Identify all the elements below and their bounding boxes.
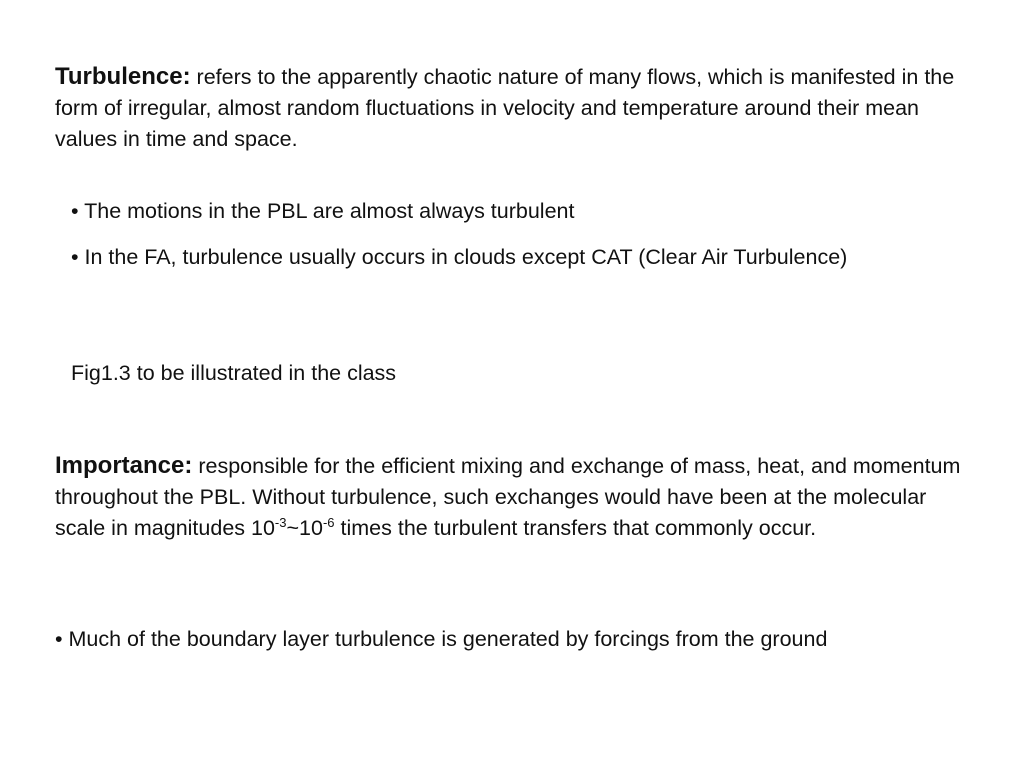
importance-text-after: times the turbulent transfers that commonly occur. [334, 516, 817, 540]
figure-note: Fig1.3 to be illustrated in the class [71, 361, 397, 385]
bullet-ground-forcing: • Much of the boundary layer turbulence is generated by forcings from the ground [55, 627, 828, 651]
turbulence-term: Turbulence: [55, 63, 191, 90]
exponent-minus-6: -6 [322, 515, 335, 530]
importance-term: Importance: [55, 452, 193, 479]
bullet-pbl-turbulent: • The motions in the PBL are almost always turbulent [71, 199, 575, 223]
importance-paragraph [55, 450, 975, 544]
bullet-fa-clouds: • In the FA, turbulence usually occurs in clouds except CAT (Clear Air Turbulence) [71, 245, 848, 269]
turbulence-paragraph [55, 61, 955, 155]
turbulence-definition: refers to the apparently chaotic nature of many flows, which is manifested in the form of irregular, almost random fluctuations in velocity and temperature around their mean values in time and space. [55, 65, 955, 151]
exponent-minus-3: -3 [274, 515, 287, 530]
importance-tilde: ~10 [286, 516, 323, 540]
importance-text-before: responsible for the efficient mixing and exchange of mass, heat, and momentum throughout the PBL. Without turbulence, such exchanges would have been at the molecular scale in magnitudes 10 [55, 454, 961, 540]
